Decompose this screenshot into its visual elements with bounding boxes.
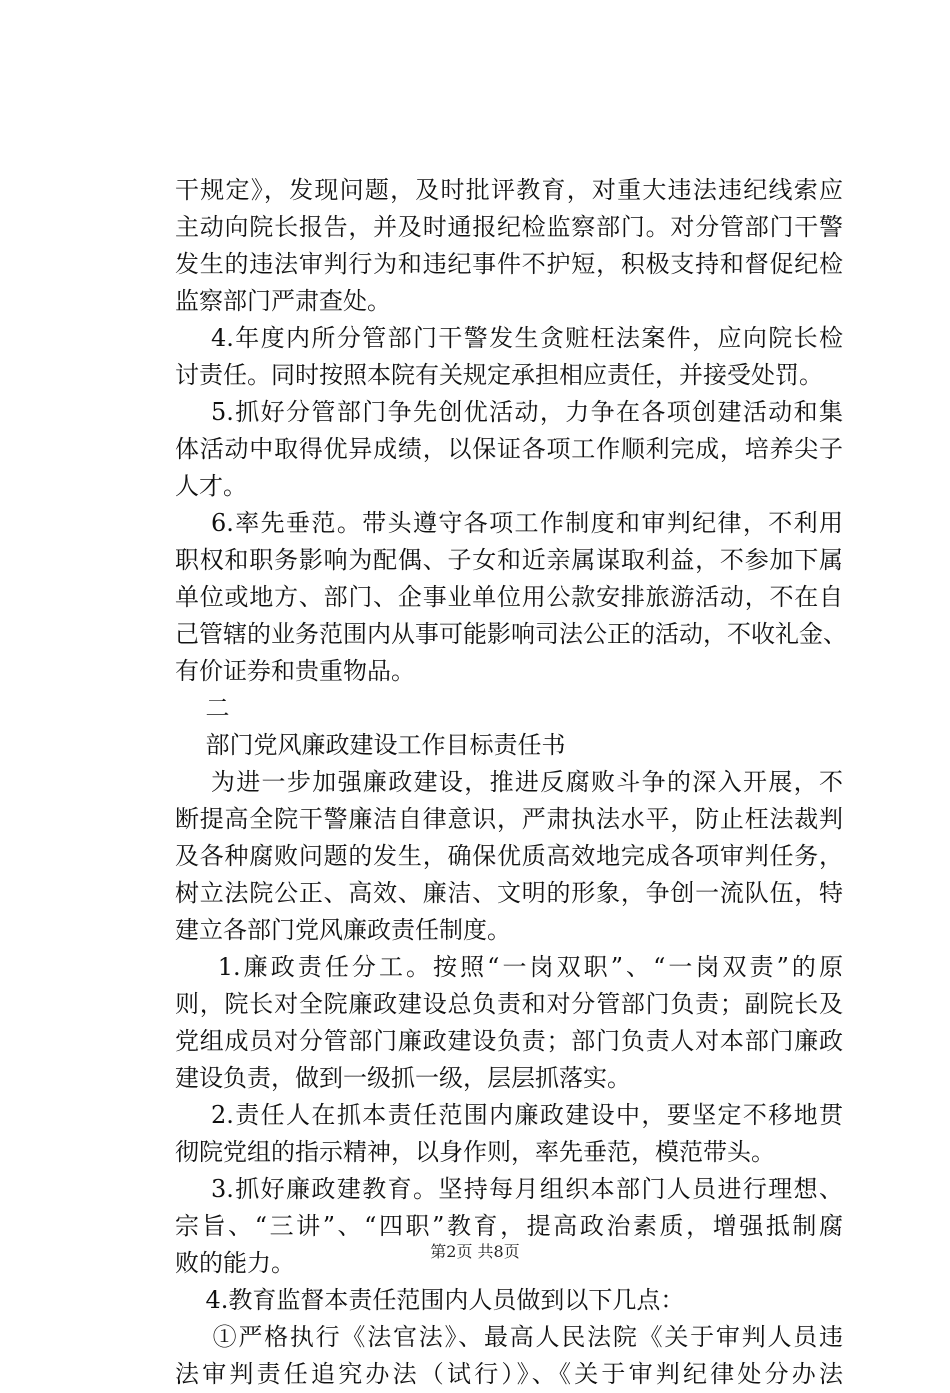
text-line: 1.廉政责任分工。按照“一岗双职”、“一岗双责”的原 <box>175 953 843 981</box>
text-line: 5.抓好分管部门争先创优活动，力争在各项创建活动和集 <box>175 398 843 426</box>
text-line: 主动向院长报告，并及时通报纪检监察部门。对分管部门干警 <box>175 213 843 241</box>
text-line: 单位或地方、部门、企事业单位用公款安排旅游活动，不在自 <box>175 583 843 611</box>
text-line: 法审判责任追究办法（试行）》、《关于审判纪律处分办法 <box>175 1360 843 1388</box>
text-line: 建设负责，做到一级抓一级，层层抓落实。 <box>175 1064 631 1092</box>
text-line: 有价证券和贵重物品。 <box>175 657 415 685</box>
page-footer: 第2页 共8页 <box>430 1242 520 1261</box>
text-line: 则，院长对全院廉政建设总负责和对分管部门负责；副院长及 <box>175 990 843 1018</box>
text-line: 4.年度内所分管部门干警发生贪赃枉法案件，应向院长检 <box>175 324 843 352</box>
text-line: 为进一步加强廉政建设，推进反腐败斗争的深入开展，不 <box>175 768 843 796</box>
text-line: ①严格执行《法官法》、最高人民法院《关于审判人员违 <box>175 1323 843 1351</box>
text-line: 职权和职务影响为配偶、子女和近亲属谋取利益，不参加下属 <box>175 546 843 574</box>
text-line: 4.教育监督本责任范围内人员做到以下几点： <box>175 1286 685 1314</box>
text-line: 建立各部门党风廉政责任制度。 <box>175 916 511 944</box>
text-line: 讨责任。同时按照本院有关规定承担相应责任，并接受处罚。 <box>175 361 823 389</box>
text-line: 部门党风廉政建设工作目标责任书 <box>175 731 566 759</box>
text-line: 及各种腐败问题的发生，确保优质高效地完成各项审判任务， <box>175 842 843 870</box>
text-line: 二 <box>175 694 230 722</box>
text-line: 2.责任人在抓本责任范围内廉政建设中，要坚定不移地贯 <box>175 1101 843 1129</box>
text-line: 宗旨、“三讲”、“四职”教育，提高政治素质，增强抵制腐 <box>175 1212 843 1240</box>
document-body <box>175 172 847 1393</box>
text-line: 断提高全院干警廉洁自律意识，严肃执法水平，防止枉法裁判 <box>175 805 843 833</box>
text-line: 6.率先垂范。带头遵守各项工作制度和审判纪律，不利用 <box>175 509 843 537</box>
text-line: 党组成员对分管部门廉政建设负责；部门负责人对本部门廉政 <box>175 1027 843 1055</box>
text-line: 干规定》，发现问题，及时批评教育，对重大违法违纪线索应 <box>175 176 843 204</box>
text-line: 体活动中取得优异成绩，以保证各项工作顺利完成，培养尖子 <box>175 435 843 463</box>
text-line: 败的能力。 <box>175 1249 295 1277</box>
text-line: 3.抓好廉政建教育。坚持每月组织本部门人员进行理想、 <box>175 1175 843 1203</box>
text-line: 己管辖的业务范围内从事可能影响司法公正的活动，不收礼金、 <box>175 620 847 648</box>
text-line: 树立法院公正、高效、廉洁、文明的形象，争创一流队伍，特 <box>175 879 843 907</box>
text-line: 监察部门严肃查处。 <box>175 287 391 315</box>
text-line: 发生的违法审判行为和违纪事件不护短，积极支持和督促纪检 <box>175 250 843 278</box>
text-line: 人才。 <box>175 472 247 500</box>
text-line: 彻院党组的指示精神，以身作则，率先垂范，模范带头。 <box>175 1138 775 1166</box>
